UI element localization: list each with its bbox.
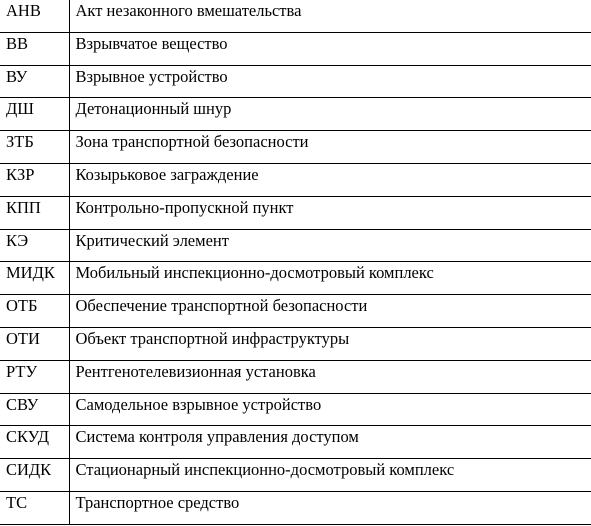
meaning-cell: Мобильный инспекционно-досмотровый комплекс [69,262,591,295]
abbreviation-cell: ТС [0,491,69,524]
table-row [0,163,591,196]
table-row [0,262,591,295]
abbreviation-cell: АНВ [0,0,69,32]
abbreviation-cell: ОТИ [0,327,69,360]
table-row [0,393,591,426]
table-row [0,65,591,98]
abbreviation-cell: МИДК [0,262,69,295]
abbreviation-cell: ОТБ [0,295,69,328]
abbreviation-cell: КЗР [0,163,69,196]
abbreviation-cell: КЭ [0,229,69,262]
meaning-cell: Система контроля управления доступом [69,426,591,459]
meaning-cell: Контрольно-пропускной пункт [69,196,591,229]
abbreviation-cell: СВУ [0,393,69,426]
table-row [0,0,591,32]
meaning-cell: Рентгенотелевизионная установка [69,360,591,393]
table-row [0,491,591,524]
meaning-cell: Взрывчатое вещество [69,32,591,65]
meaning-cell: Критический элемент [69,229,591,262]
table-row [0,426,591,459]
meaning-cell: Обеспечение транспортной безопасности [69,295,591,328]
meaning-cell: Детонационный шнур [69,98,591,131]
abbreviation-cell: СИДК [0,459,69,492]
meaning-cell: Козырьковое заграждение [69,163,591,196]
meaning-cell: Самодельное взрывное устройство [69,393,591,426]
table-row [0,196,591,229]
table-row [0,327,591,360]
table-row [0,229,591,262]
table-row [0,32,591,65]
table-row [0,98,591,131]
abbreviation-cell: ЗТБ [0,131,69,164]
abbreviation-cell: ДШ [0,98,69,131]
table-row [0,295,591,328]
meaning-cell: Зона транспортной безопасности [69,131,591,164]
meaning-cell: Объект транспортной инфраструктуры [69,327,591,360]
meaning-cell: Стационарный инспекционно-досмотровый комплекс [69,459,591,492]
abbreviation-cell: СКУД [0,426,69,459]
meaning-cell: Транспортное средство [69,491,591,524]
meaning-cell: Взрывное устройство [69,65,591,98]
abbreviation-cell: КПП [0,196,69,229]
table-row [0,360,591,393]
abbreviation-cell: РТУ [0,360,69,393]
table-row [0,131,591,164]
abbreviation-cell: ВВ [0,32,69,65]
abbreviation-cell: ВУ [0,65,69,98]
meaning-cell: Акт незаконного вмешательства [69,0,591,32]
table-row [0,459,591,492]
